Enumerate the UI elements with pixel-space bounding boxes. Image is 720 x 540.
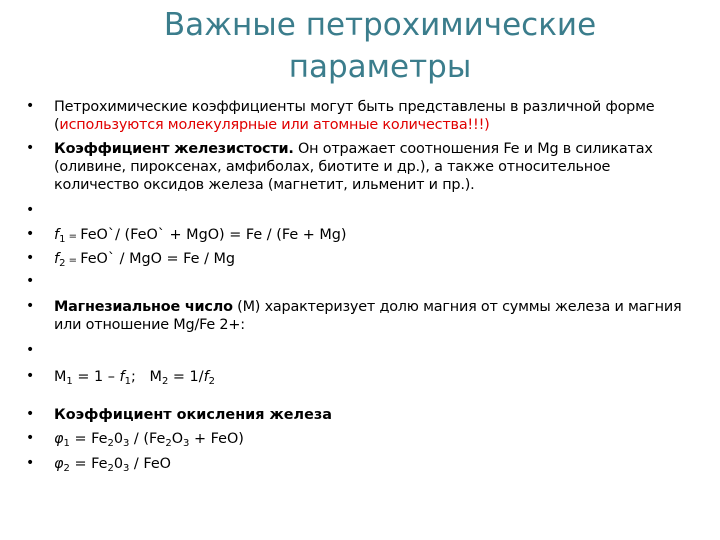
f2-subscript: 2 [59, 258, 66, 269]
phi1-subscript: 1 [63, 438, 70, 449]
coefficients-text-end: ) [484, 117, 490, 133]
bullet-icon: • [26, 342, 35, 358]
f1-subscript: 1 [59, 234, 66, 245]
m2-middle: = 1/ [168, 369, 204, 385]
ferrosity-description: Он отражает соотношения Fe и Mg в силикатах (оливине, пироксенах, амфиболах, биотите и др.), а также относительное количество оксидов железа (магнетит, ильменит и пр.). [54, 141, 653, 193]
bullet-icon: • [26, 140, 35, 156]
f2-formula [54, 250, 694, 270]
bullet-icon: • [26, 202, 35, 218]
phi1-part-b: 0 [113, 431, 123, 447]
mg-number-description: (M) характеризует долю магния от суммы железа и магния или отношение Mg/Fe 2+: [54, 299, 682, 333]
phi1-part-b-sub: 3 [122, 438, 130, 449]
phi2-part-c: / FeO [129, 456, 172, 472]
phi1-part-c-sub: 2 [165, 438, 172, 449]
phi1-part-c: / (Fe [129, 431, 166, 447]
title-line-1: Важные петрохимические [163, 7, 597, 43]
m2-f-symbol: f [203, 369, 209, 385]
bullet-icon: • [26, 250, 35, 266]
phi1-part-e: + FeO) [189, 431, 244, 447]
bullet-icon: • [26, 98, 35, 114]
oxidation-heading: Коэффициент окисления железа [54, 407, 332, 423]
ferrosity-heading: Коэффициент железистости. [54, 141, 294, 157]
m1-f-subscript: 1 [124, 376, 131, 387]
phi2-part-b-sub: 3 [122, 463, 130, 474]
oxidation-heading-wrap [54, 406, 694, 424]
f1-formula [54, 226, 694, 246]
m2-symbol: M [149, 369, 162, 385]
m-separator: ; [130, 369, 150, 385]
phi2-part-a: = Fe [69, 456, 108, 472]
phi2-symbol: φ [54, 456, 64, 472]
m-formula [54, 368, 694, 386]
ferrosity-text [54, 140, 694, 194]
bullet-icon: • [26, 298, 35, 314]
m2-subscript: 2 [161, 376, 169, 387]
f2-symbol: f [54, 251, 60, 267]
bullet-icon: • [26, 226, 35, 242]
mg-number-text [54, 298, 694, 334]
phi1-symbol: φ [54, 431, 64, 447]
f1-expression: FeO`/ (FeO` + MgO) = Fe / (Fe + Mg) [80, 227, 347, 243]
coefficients-text-red: используются молекулярные или атомные количества!!! [59, 117, 485, 133]
phi1-part-a-sub: 2 [107, 438, 114, 449]
m1-symbol: M [54, 369, 67, 385]
f2-equals: = [65, 255, 81, 266]
coefficients-text [54, 98, 694, 134]
phi1-part-a: = Fe [69, 431, 108, 447]
m1-subscript: 1 [66, 376, 73, 387]
bullet-icon: • [26, 430, 35, 446]
coefficients-text-main: Петрохимические коэффициенты могут быть представлены в различной форме ( [54, 99, 655, 133]
m2-f-subscript: 2 [208, 376, 216, 387]
bullet-icon: • [26, 455, 35, 471]
m1-f-symbol: f [119, 369, 125, 385]
title-line-2: параметры [288, 49, 472, 85]
phi2-part-a-sub: 2 [107, 463, 114, 474]
f2-expression: FeO` / MgO = Fe / Mg [80, 251, 236, 267]
phi1-formula [54, 430, 694, 448]
slide-title [90, 4, 670, 88]
phi1-part-d-sub: 3 [183, 438, 190, 449]
f1-equals: = [65, 231, 81, 242]
phi1-part-d: O [171, 431, 184, 447]
m1-middle: = 1 – [72, 369, 120, 385]
bullet-icon: • [26, 273, 35, 289]
bullet-icon: • [26, 406, 35, 422]
phi2-formula [54, 455, 694, 473]
phi2-part-b: 0 [113, 456, 123, 472]
phi2-subscript: 2 [63, 463, 70, 474]
f1-symbol: f [54, 227, 60, 243]
bullet-icon: • [26, 368, 35, 384]
mg-number-heading: Магнезиальное число [54, 299, 233, 315]
